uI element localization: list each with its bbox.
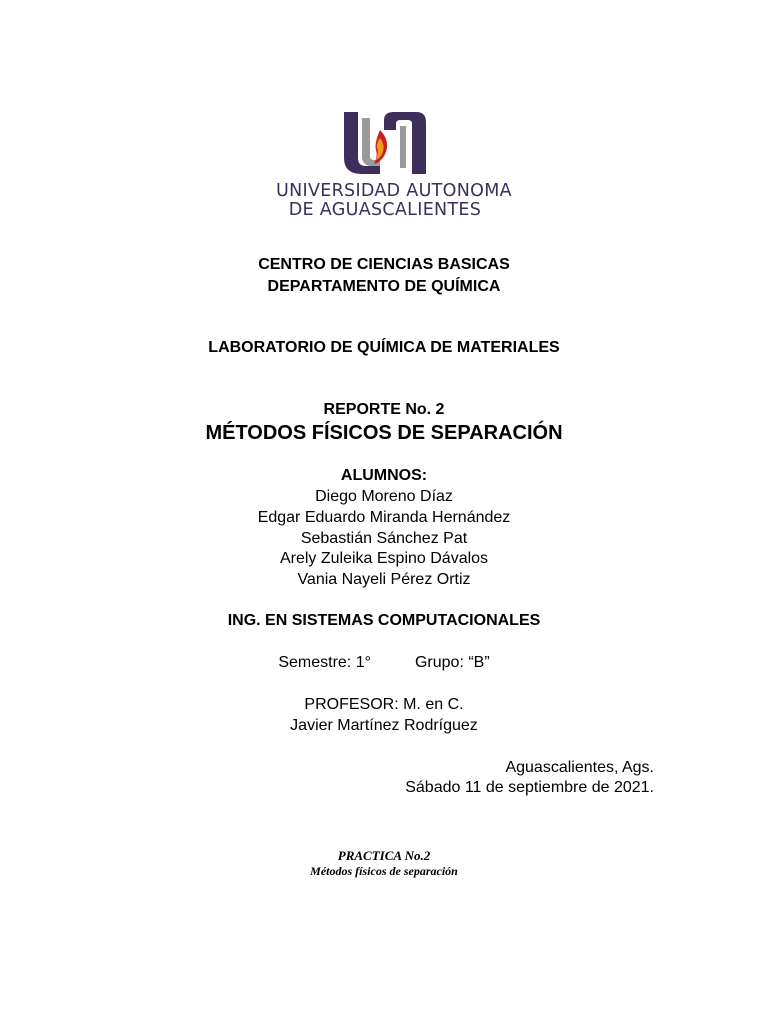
- student-name: Edgar Eduardo Miranda Hernández: [257, 509, 511, 526]
- place: Aguascalientes, Ags.: [505, 759, 654, 776]
- professor-title: PROFESOR: M. en C.: [304, 696, 464, 713]
- report-title: MÉTODOS FÍSICOS DE SEPARACIÓN: [205, 422, 563, 444]
- date: Sábado 11 de septiembre de 2021.: [405, 779, 654, 796]
- professor-name: Javier Martínez Rodríguez: [290, 717, 478, 734]
- logo-wordmark-line1: UNIVERSIDAD AUTONOMA: [276, 181, 512, 201]
- student-name: Arely Zuleika Espino Dávalos: [279, 550, 489, 567]
- student-name: Sebastián Sánchez Pat: [300, 530, 468, 547]
- practice-subtitle: Métodos físicos de separación: [310, 864, 458, 878]
- students-heading: ALUMNOS:: [340, 467, 428, 484]
- logo-wordmark-line2: DE AGUASCALIENTES: [288, 200, 482, 220]
- university-logo: [276, 108, 512, 220]
- program-name: ING. EN SISTEMAS COMPUTACIONALES: [227, 612, 541, 629]
- practice-number: PRACTICA No.2: [337, 848, 431, 863]
- semester-group-line: [0, 655, 768, 671]
- semester: Semestre: 1°: [278, 654, 371, 671]
- group: Grupo: “B”: [414, 654, 490, 671]
- student-name: Diego Moreno Díaz: [315, 488, 453, 505]
- center-name: CENTRO DE CIENCIAS BASICAS: [258, 256, 510, 273]
- department-name: DEPARTAMENTO DE QUÍMICA: [267, 278, 501, 295]
- student-name: Vania Nayeli Pérez Ortiz: [297, 571, 471, 588]
- laboratory-name: LABORATORIO DE QUÍMICA DE MATERIALES: [208, 339, 560, 356]
- report-number: REPORTE No. 2: [323, 401, 445, 418]
